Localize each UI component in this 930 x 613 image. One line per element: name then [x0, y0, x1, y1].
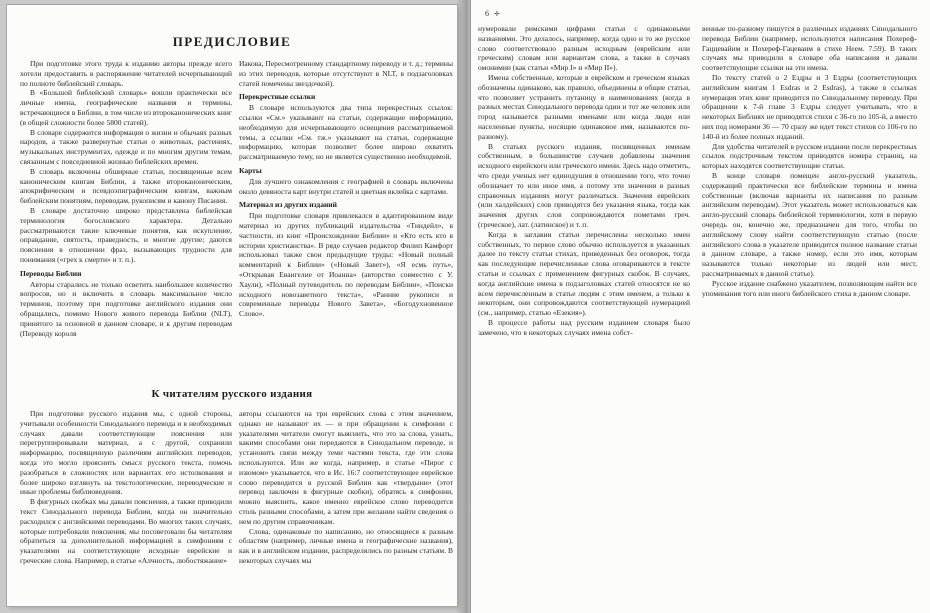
readers-note-column-1: [20, 409, 232, 605]
paragraph: Когда в заглавии статьи перечислены несколько имен собственных, то первое слово обычно используется в указанных далее по тексту статьи стихах, приведенных без оговорок, тогда как последующие перечисленные слова оговариваются в тексте статьи и ссылках с применением фигурных скобок. В случаях, когда английские имена в подзаголовках статей относятся не ко всем перечисленным в статье людям с этим именем, а только к некоторым, они сопровождаются соответствующей нумерацией (см., например, статью «Езекия»).: [478, 229, 690, 318]
paragraph: В процессе работы над русским изданием словаря было замечено, что в некоторых случаях имена собст-: [478, 317, 690, 337]
subheading: Перекрестные ссылки: [239, 92, 316, 102]
paragraph: В конце словаря помещен англо-русский указатель, содержащий практически все библейские термины и имена собственные (включая варианты их написания по разным английским переводам). Этот указатель может использоваться как англо-русский словарь библейской терминологии, хотя в первую очередь он, конечно же, предназначен для того, чтобы по английскому слову найти соответствующую статью (после английского слова в указателе приводится полное название статьи в данном словаре, а также номер, если это имя, которым называются только некоторые из людей или мест, рассматриваемых в данной статье).: [702, 170, 917, 278]
paragraph: нумеровали римскими цифрами статьи с одинаковыми названиями. Это делалось, например, когда одно и то же русское слово соответствовало разным исходным (еврейским или греческим) словам или вариантам слова, а также в случаях омонимии (как статьи «Мир I» и «Мир II»).: [478, 24, 690, 73]
right-page-column-1: [478, 24, 690, 369]
paragraph: По тексту статей о 2 Ездры и 3 Ездры (соответствующих английским книгам 1 Esdras и 2 Esdras), а также в ссылках нумерация этих книг приводится по Синодальному переводу. При обращении к 7-й главе 3 Ездры следует учитывать, что в некоторых Библиях не приводятся стихи с 36-го по 105-й, а вместо них под номерами 36 — 70 сразу же идет текст стихов со 106-го по 140-й из более полных изданий.: [702, 72, 917, 141]
readers-note-column-2: [239, 409, 453, 605]
subheading: Материал из других изданий: [239, 200, 337, 210]
subheading: Переводы Библии: [20, 268, 82, 278]
readers-note-title: К читателям русского издания: [151, 388, 313, 400]
paragraph: При подготовке этого труда к изданию авторы прежде всего хотели предоставить в распоряжение читателей исчерпывающий по полноте библейский словарь.: [20, 59, 232, 88]
right-page-column-2: [702, 24, 917, 369]
page-left: [7, 5, 457, 606]
paragraph: Русское издание снабжено указателем, позволяющим найти все упоминания того или иного библейского стиха в данном словаре.: [702, 278, 917, 298]
paragraph: венные по-разному пишутся в различных изданиях Синодального перевода Библии (например, используются написания Похереф-Гаццевайим и Похереф-Гацеваим в стихе Неем. 7.59). В таких случаях мы приводили в словаре оба написания и давали соответствующие ссылки на эти имена.: [702, 24, 917, 73]
paragraph: В фигурных скобках мы давали пояснения, а также приводили текст Синодального перевода Библии, когда он значительно расходился с английскими переводами. Во многих таких случаях, которые потребовали пояснения, мы посоветовали бы читателям обратиться за дополнительной информацией к симфониям с указателями на соответствующие исходные еврейские и греческие слова. Например, в статье «Алчность, любостяжание»: [20, 497, 232, 565]
paragraph: В словаре используются два типа перекрестных ссылок: ссылки «См.» указывают на статьи, содержащие информацию, необходимую для исчерпывающего освещения рассматриваемой темы, а ссылки «См. тж.» указывают на статьи, содержащие информацию, которая позволяет более широко охватить рассматриваемую тему, но не является существенно необходимой.: [239, 103, 453, 162]
paragraph: Иакова, Пересмотренному стандартному переводу и т. д.; термины из этих переводов, которые отсутствуют в NLT, в подзаголовках статей помечены звездочкой).: [239, 59, 453, 88]
page-right: [471, 0, 930, 613]
paragraph: При подготовке словаря привлекался в адаптированном виде материал из других публикаций издательства «Тиндейл», в частности, из книг «Происхождение Библии» и «Кто есть кто в истории христианства». В ряде случаев редактор Филип Камфорт использовал также свои предыдущие труды: «Новый полный комментарий к Библии» («Новый Завет»), «Я есмь путь», «Открывая Евангелие от Иоанна» (авторство совместно с У. Хаули), «Полный путеводитель по переводам Библии», «Поиски исходного новозаветного текста», «Ранние рукописи и современные переводы Нового Завета», «Богодухновенное Слово».: [239, 211, 453, 319]
page-number: 6: [485, 9, 489, 18]
paragraph: В словарь включены обширные статьи, посвященные всем каноническим книгам Библии, а также второканоническим, апокрифическим и псевдоэпиграфическим книгам, важным библейским понятиям, переводам, рукописям и канону Писания.: [20, 166, 232, 206]
paragraph: В статьях русского издания, посвященных именам собственным, в большинстве случаев добавлены значения исходного еврейского или греческого имени. Здесь надо отметить, что среди ученых нет единодушия в отношении того, что точно обозначает то или иное имя, а потому эти значения в разных справочных изданиях могут различаться. Значения еврейских (или халдейских) слов приводятся без указания языка, тогда как значения других слов сопровождаются пометами греч. (греческое), лат. (латинское) и т. п.: [478, 141, 690, 229]
paragraph: авторы ссылаются на три еврейских слова с этим значением, однако не называют их — и при обращении к симфонии с указателями читатели смогут выяснить, что это за слова, узнать, какими способами они передаются в Синодальном переводе, и установить связи между теми частями текста, где эти слова используются. Или же когда, например, в статье «Пирог с изюмом» указывается, что в Ис. 16:7 соответствующее еврейское слово переводится в русской Библии как «твердыни» (этот перевод заключен в фигурные скобки), обратясь к симфонии, можно выяснить, какое именно еврейское слово переводится столь разными способами, а затем при желании найти сведения о нем по другим справочникам.: [239, 409, 453, 526]
preface-column-1: [20, 59, 232, 381]
preface-column-2: [239, 59, 453, 381]
cross-ornament-icon: ✛: [494, 10, 500, 18]
paragraph: Авторы старались не только осветить наибольшее количество вопросов, но и включить в словарь максимальное число терминов, поэтому при подготовке английского издания они обращались, помимо Нового живого перевода Библии (NLT), принятого за основной в данном словаре, и к другим переводам (Переводу короля: [20, 279, 232, 338]
paragraph: Для лучшего ознакомления с географией в словарь включены около девяноста карт внутри статей и цветная вклейка с картами.: [239, 176, 453, 196]
paragraph: Имена собственные, которые в еврейском и греческом языках обозначены одинаково, как правило, объединены в общие статьи, что позволяет устранить путаницу в наименованиях (когда в разных местах Синодального перевода один и тот же человек или город называется разными именами или когда люди или населенные пункты, носящие одинаковое имя, называются по-разному).: [478, 72, 690, 141]
preface-title: ПРЕДИСЛОВИЕ: [172, 34, 292, 49]
subheading: Карты: [239, 165, 262, 175]
page-header: [485, 9, 500, 18]
paragraph: В словаре достаточно широко представлена библейская терминология богословского характера. Детально рассматриваются такие ключевые понятия, как искупление, оправдание, святость, праведность, и многие другие; даются пояснения в отношении фраз, вызывающих трудности для понимания («грех к смерти» и т. п.).: [20, 205, 232, 264]
paragraph: Слова, одинаковые по написанию, но относящиеся к разным областям (например, личные имена и географические названия), как и в английском издании, распределялись по разным статьям. В некоторых случаях мы: [239, 526, 453, 565]
paragraph: В словаре содержится информация о жизни и обычаях разных народов, а также развернутые статьи о животных, растениях, музыкальных инструментах, одежде и по многим другим темам, связанным с повседневной жизнью библейских времен.: [20, 127, 232, 166]
paragraph: Для удобства читателей в русском издании после перекрестных ссылок подстрочным текстом приводятся номера страниц, на которых находятся соответствующие статьи.: [702, 141, 917, 171]
paragraph: При подготовке русского издания мы, с одной стороны, учитывали особенности Синодального перевода и в необходимых случаях давали соответствующие пояснения или перегруппировывали материал, а с другой, сохраняли информацию, посвященную различиям английских переводов, когда это могло прояснить смысл русского текста, помочь разобраться в сложностях или вариантах его истолкования и более широко взглянуть на текстологические, переводческие и иные проблемы библиоведения.: [20, 409, 232, 497]
paragraph: В «Большой библейский словарь» вошли практически все личные имена, географические названия и термины, встречающиеся в Библии, в том числе из второканонических книг (в общей сложности более 5800 статей).: [20, 88, 232, 127]
page-gutter-shadow: [457, 0, 471, 613]
